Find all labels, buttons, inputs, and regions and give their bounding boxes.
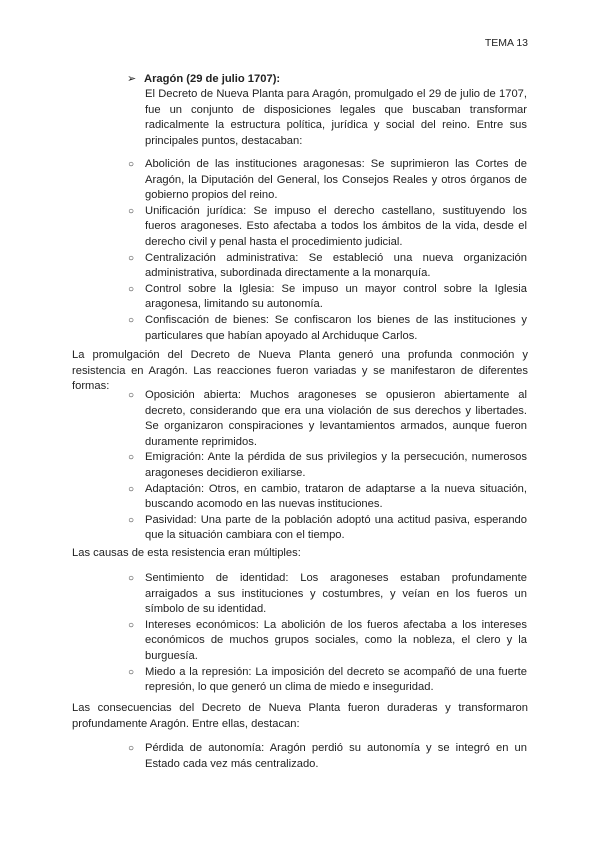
circle-bullet-icon: ○ bbox=[128, 573, 135, 584]
circle-bullet-icon: ○ bbox=[128, 452, 135, 464]
list-item: ○ Unificación jurídica: Se impuso el derecho castellano, sustituyendo los fueros aragoneses. Esto afectaba a todos los ámbitos de la vida, desde el derecho civil y penal hasta el procedimiento judicial. bbox=[128, 204, 527, 248]
circle-bullet-icon: ○ bbox=[128, 159, 135, 170]
circle-bullet-icon: ○ bbox=[128, 743, 135, 754]
list-item: ○ Emigración: Ante la pérdida de sus privilegios y la persecución, numerosos aragoneses decidieron exiliarse. bbox=[128, 451, 527, 479]
section-title: Aragón (29 de julio 1707): bbox=[144, 73, 281, 85]
list-item: ○ Pérdida de autonomía: Aragón perdió su autonomía y se integró en un Estado cada vez más centralizado. bbox=[128, 742, 527, 770]
arrow-bullet-icon: ➢ bbox=[127, 73, 137, 85]
page-header-topic: TEMA 13 bbox=[484, 37, 528, 49]
list-item: ○ Pasividad: Una parte de la población adoptó una actitud pasiva, esperando que la situación cambiara con el tiempo. bbox=[128, 513, 527, 542]
list-item: ○ Intereses económicos: La abolición de los fueros afectaba a los intereses económicos de muchos grupos sociales, como la nobleza, el clero y la burguesía. bbox=[128, 618, 527, 662]
consequences-paragraph: Las consecuencias del Decreto de Nueva Planta fueron duraderas y transformaron profundamente Aragón. Entre ellas, destacan: bbox=[72, 702, 528, 730]
list-item: ○ Control sobre la Iglesia: Se impuso un mayor control sobre la Iglesia aragonesa, limitando su autonomía. bbox=[128, 282, 527, 311]
list-item: ○ Abolición de las instituciones aragonesas: Se suprimieron las Cortes de Aragón, la Diputación del General, los Consejos Reales y otros órganos de gobierno propios del reino. bbox=[128, 158, 527, 202]
circle-bullet-icon: ○ bbox=[128, 252, 135, 264]
circle-bullet-icon: ○ bbox=[128, 483, 135, 495]
list-item: ○ Confiscación de bienes: Se confiscaron los bienes de las instituciones y particulares que habían apoyado al Archiduque Carlos. bbox=[128, 313, 527, 342]
reactions-paragraph: La promulgación del Decreto de Nueva Planta generó una profunda conmoción y resistencia en Aragón. Las reacciones fueron variadas y se manifestaron de diferentes formas: bbox=[72, 349, 528, 393]
causes-list bbox=[128, 571, 527, 696]
causes-paragraph: Las causas de esta resistencia eran múltiples: bbox=[72, 547, 301, 559]
consequences-list bbox=[128, 741, 527, 772]
circle-bullet-icon: ○ bbox=[128, 619, 135, 631]
circle-bullet-icon: ○ bbox=[128, 205, 135, 217]
circle-bullet-icon: ○ bbox=[128, 514, 135, 526]
measures-list bbox=[128, 157, 527, 344]
list-item: ○ Centralización administrativa: Se estableció una nueva organización administrativa, subordinada directamente a la monarquía. bbox=[128, 251, 527, 280]
circle-bullet-icon: ○ bbox=[128, 283, 135, 295]
circle-bullet-icon: ○ bbox=[128, 390, 135, 401]
list-item: ○ Miedo a la represión: La imposición del decreto se acompañó de una fuerte represión, lo que generó un clima de miedo e inseguridad. bbox=[128, 665, 527, 694]
reactions-list bbox=[128, 388, 527, 544]
list-item: ○ Sentimiento de identidad: Los aragoneses estaban profundamente arraigados a sus instituciones y costumbres, y veían en los fueros un símbolo de su identidad. bbox=[128, 572, 527, 616]
circle-bullet-icon: ○ bbox=[128, 666, 135, 678]
list-item: ○ Oposición abierta: Muchos aragoneses se opusieron abiertamente al decreto, considerando que era una violación de sus derechos y libertades. Se organizaron conspiraciones y levantamientos armados, aunque fueron duramente reprimidos. bbox=[128, 389, 527, 448]
section-intro: El Decreto de Nueva Planta para Aragón, promulgado el 29 de julio de 1707, fue un conjunto de disposiciones legales que buscaban transformar radicalmente la estructura política, jurídica y social del reino. Entre sus principales puntos, destacaban: bbox=[145, 88, 527, 147]
list-item: ○ Adaptación: Otros, en cambio, trataron de adaptarse a la nueva situación, buscando acomodo en las nuevas instituciones. bbox=[128, 482, 527, 511]
circle-bullet-icon: ○ bbox=[128, 314, 135, 326]
